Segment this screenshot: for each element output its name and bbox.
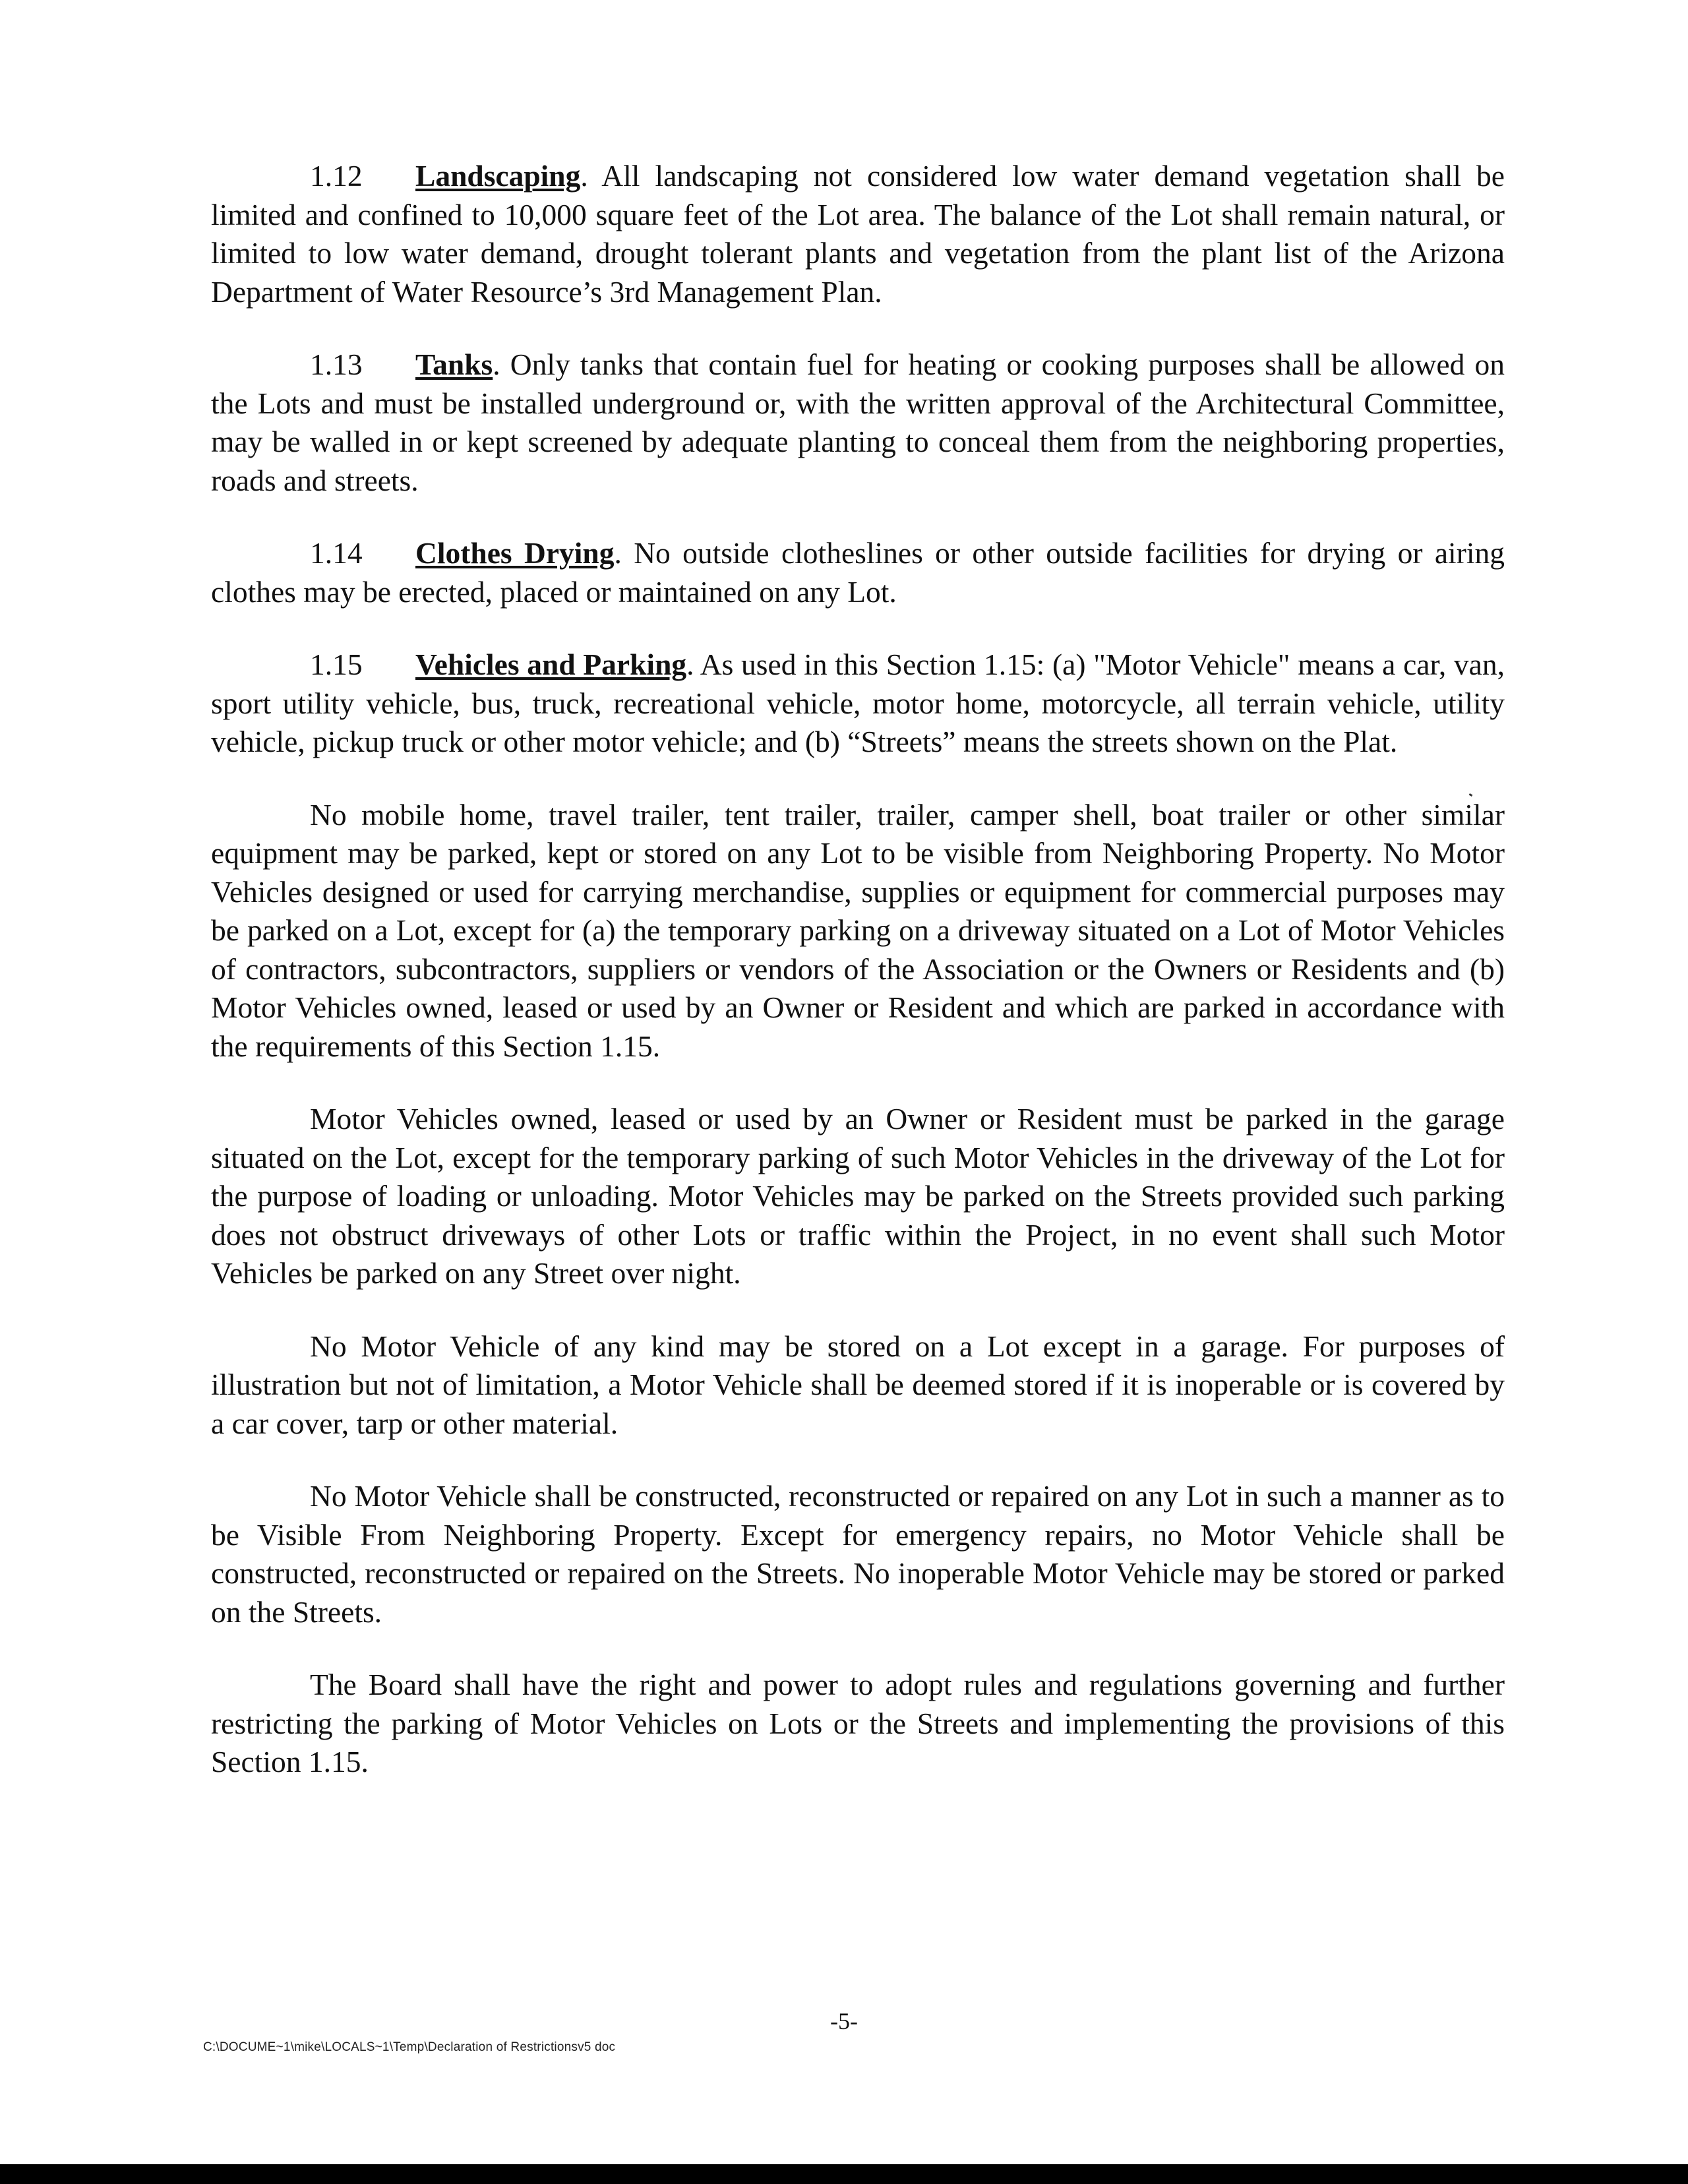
section-heading: Landscaping bbox=[415, 159, 581, 193]
section-number: 1.12 bbox=[310, 159, 363, 193]
paragraph-garage-parking: Motor Vehicles owned, leased or used by an Owner or Resident must be parked in the garage situated on the Lot, except for the temporary parking of such Motor Vehicles in the driveway of the Lot for the purpose of loading or unloading. Motor Vehicles may be parked on the Streets provided such parking does not obstruct driveways of other Lots or traffic within the Project, in no event shall such Motor Vehicles be parked on any Street over night. bbox=[211, 1102, 1505, 1290]
document-body bbox=[211, 157, 1505, 1816]
section-vehicles-and-parking bbox=[211, 646, 1505, 762]
section-text: . No outside clotheslines or other outside facilities for drying or airing clothes may be erected, placed or maintained on any Lot. bbox=[211, 536, 1505, 609]
paragraph-board-rules: The Board shall have the right and power to adopt rules and regulations governing and further restricting the parking of Motor Vehicles on Lots or the Streets and implementing the provisions of this Section 1.15. bbox=[211, 1668, 1505, 1778]
section-clothes-drying bbox=[211, 534, 1505, 611]
section-heading: Clothes Drying bbox=[415, 536, 615, 570]
scan-edge-bar bbox=[0, 2164, 1688, 2184]
section-number: 1.13 bbox=[310, 348, 363, 381]
section-text: . All landscaping not considered low water demand vegetation shall be limited and confined to 10,000 square feet of the Lot area. The balance of the Lot shall remain natural, or limited to low water demand, drought tolerant plants and vegetation from the plant list of the Arizona Department of Water Resource’s 3rd Management Plan. bbox=[211, 159, 1505, 309]
paragraph-vehicle-repairs: No Motor Vehicle shall be constructed, reconstructed or repaired on any Lot in such a manner as to be Visible From Neighboring Property. Except for emergency repairs, no Motor Vehicle shall be constructed, reconstructed or repaired on the Streets. No inoperable Motor Vehicle may be stored or parked on the Streets. bbox=[211, 1479, 1505, 1629]
section-number: 1.14 bbox=[310, 536, 363, 570]
footer-file-path: C:\DOCUME~1\mike\LOCALS~1\Temp\Declaration of Restrictionsv5 doc bbox=[203, 2040, 616, 2054]
section-heading: Tanks bbox=[415, 348, 493, 381]
page-number: -5- bbox=[830, 2008, 858, 2034]
section-number: 1.15 bbox=[310, 648, 363, 681]
paragraph-stored-equipment: No mobile home, travel trailer, tent trailer, trailer, camper shell, boat trailer or other similar equipment may be parked, kept or stored on any Lot to be visible from Neighboring Property. No Motor Vehicles designed or used for carrying merchandise, supplies or equipment for commercial purposes may be parked on a Lot, except for (a) the temporary parking on a driveway situated on a Lot of Motor Vehicles of contractors, subcontractors, suppliers or vendors of the Association or the Owners or Residents and (b) Motor Vehicles owned, leased or used by an Owner or Resident and which are parked in accordance with the requirements of this Section 1.15. bbox=[211, 797, 1505, 1063]
paragraph-vehicle-storage: No Motor Vehicle of any kind may be stored on a Lot except in a garage. For purposes of illustration but not of limitation, a Motor Vehicle shall be deemed stored if it is inoperable or is covered by a car cover, tarp or other material. bbox=[211, 1329, 1505, 1440]
section-heading: Vehicles and Parking bbox=[415, 648, 687, 681]
section-tanks bbox=[211, 346, 1505, 500]
section-text: . As used in this Section 1.15: (a) "Motor Vehicle" means a car, van, sport utility vehicle, bus, truck, recreational vehicle, motor home, motorcycle, all terrain vehicle, utility vehicle, pickup truck or other motor vehicle; and (b) “Streets” means the streets shown on the Plat. bbox=[211, 648, 1505, 758]
section-text: . Only tanks that contain fuel for heating or cooking purposes shall be allowed on the Lots and must be installed underground or, with the written approval of the Architectural Committee, may be walled in or kept screened by adequate planting to conceal them from the neighboring properties, roads and streets. bbox=[211, 348, 1505, 497]
section-landscaping bbox=[211, 157, 1505, 311]
